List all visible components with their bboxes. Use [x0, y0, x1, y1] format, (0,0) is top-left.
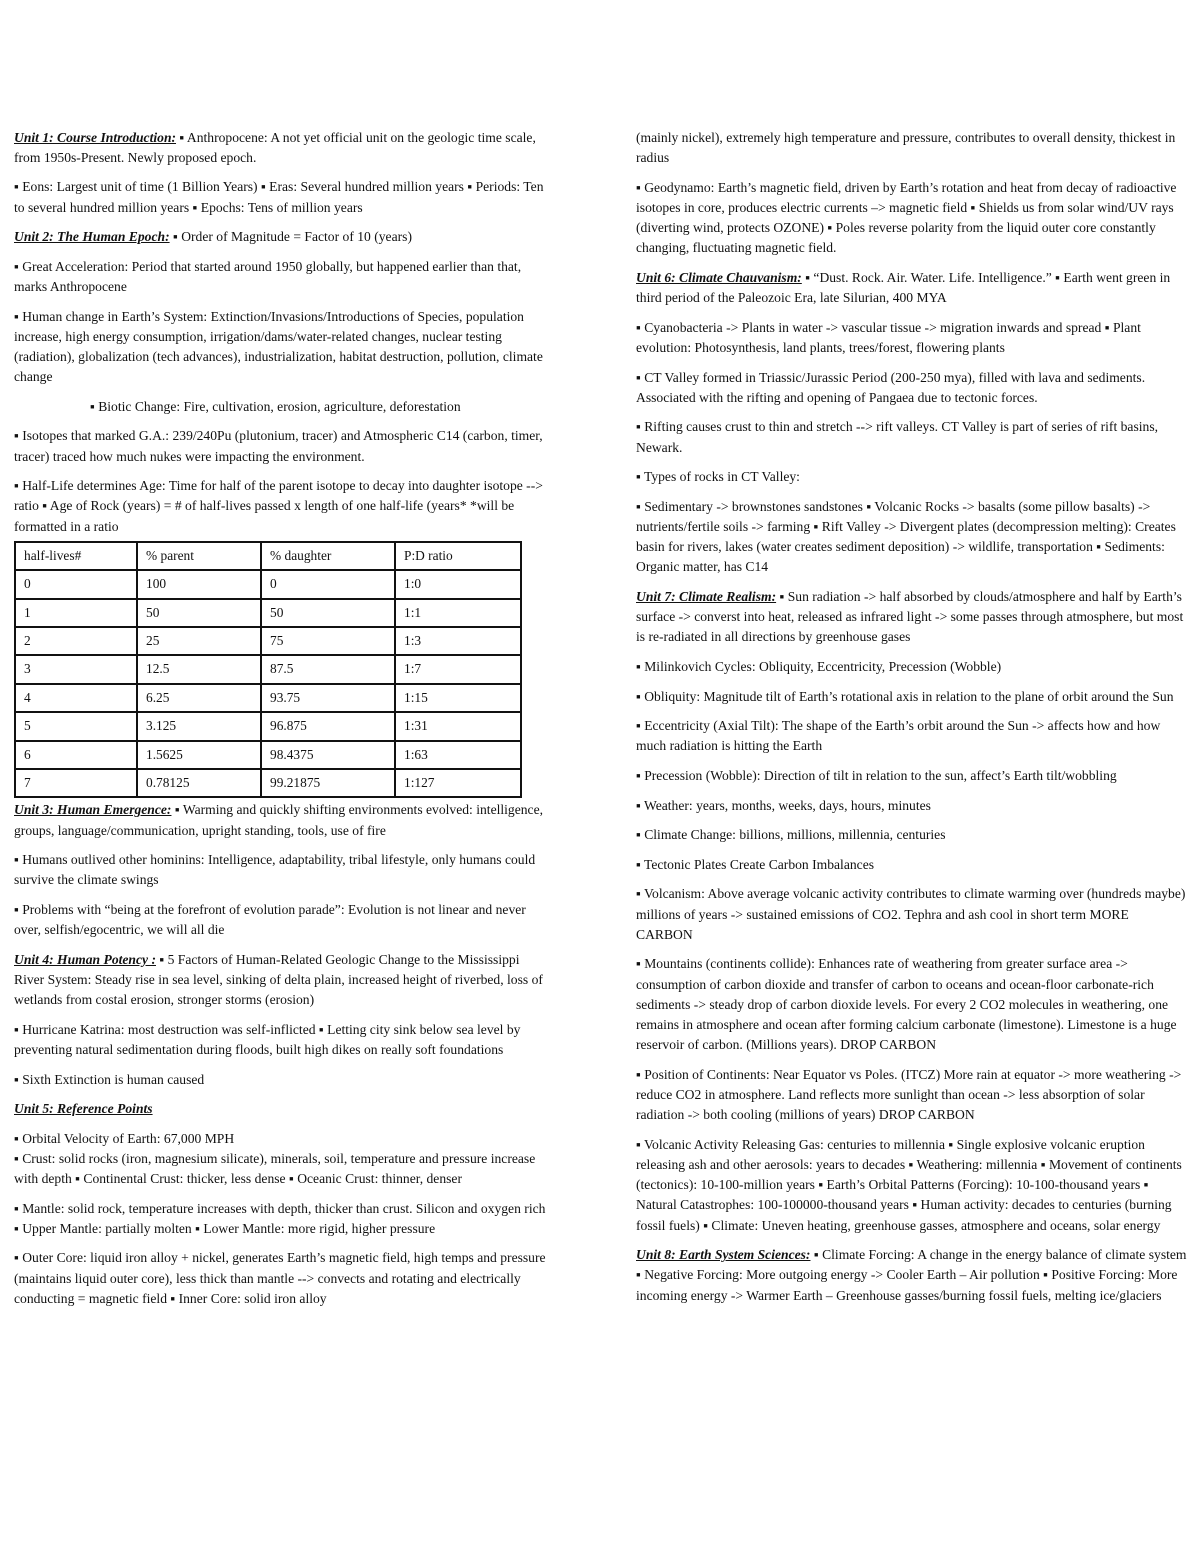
unit-5-heading: Unit 5: Reference Points	[14, 1101, 153, 1117]
table-cell: 0	[261, 570, 395, 598]
volcanic-gas-paragraph: ▪ Volcanic Activity Releasing Gas: centuries to millennia ▪ Single explosive volcanic eruption releasing ash and other aerosols: years to decades ▪ Weathering: millennia ▪ Movement of continents (tectonics): 10-100-million years ▪ Earth’s Orbital Patterns (Forcing): 10-100-thousand years ▪ Natural Catastrophes: 100-100000-thousand years ▪ Human activity: decades to centuries (burning fossil fuels) ▪ Climate: Uneven heating, greenhouse gasses, atmosphere and oceans, solar energy	[636, 1136, 1182, 1233]
table-cell: 4	[15, 684, 137, 712]
table-cell: 1:15	[395, 684, 521, 712]
table-cell: 1:31	[395, 712, 521, 740]
continents-position-paragraph: ▪ Position of Continents: Near Equator vs Poles. (ITCZ) More rain at equator -> more weathering -> reduce CO2 in atmosphere. Land reflects more sunlight than ocean -> less absorption of solar radiation -> both cooling (millions of years) DROP CARBON	[636, 1066, 1182, 1123]
unit-6-text: ▪ “Dust. Rock. Air. Water. Life. Intelligence.” ▪ Earth went green in third period of the Paleozoic Era, late Silurian, 400 MYA	[636, 270, 1171, 306]
unit-6-heading: Unit 6: Climate Chauvanism:	[636, 270, 802, 285]
unit-3-text: ▪ Warming and quickly shifting environments evolved: intelligence, groups, language/communication, upright standing, tools, use of fire	[14, 802, 544, 838]
katrina-paragraph: ▪ Hurricane Katrina: most destruction was self-inflicted ▪ Letting city sink below sea level by preventing natural sedimentation during floods, built high dikes on really soft foundations	[14, 1021, 521, 1057]
table-header-cell: P:D ratio	[395, 542, 521, 570]
table-header-cell: % parent	[137, 542, 261, 570]
table-cell: 12.5	[137, 655, 261, 683]
table-cell: 87.5	[261, 655, 395, 683]
table-cell: 1:3	[395, 627, 521, 655]
table-cell: 3	[15, 655, 137, 683]
table-row	[15, 627, 521, 655]
unit-4-text: ▪ 5 Factors of Human-Related Geologic Change to the Mississippi River System: Steady rise in sea level, sinking of delta plain, increased height of riverbed, loss of wetlands from costal erosion, stronger storms (erosion)	[14, 951, 543, 1008]
orbital-velocity-paragraph: ▪ Orbital Velocity of Earth: 67,000 MPH	[14, 1130, 235, 1146]
unit-8-heading: Unit 8: Earth System Sciences:	[636, 1247, 811, 1263]
half-life-paragraph: ▪ Half-Life determines Age: Time for half of the parent isotope to decay into daughter isotope --> ratio ▪ Age of Rock (years) = # of half-lives passed x length of one half-life (years* *will be formatted in a ratio	[14, 478, 543, 534]
unit-7-paragraph	[636, 587, 1188, 648]
table-cell: 98.4375	[261, 741, 395, 769]
table-row	[15, 741, 521, 769]
table-cell: 0.78125	[137, 769, 261, 797]
half-life-table	[14, 541, 522, 799]
unit-4-heading: Unit 4: Human Potency :	[14, 951, 156, 967]
tectonic-paragraph: ▪ Tectonic Plates Create Carbon Imbalances	[636, 856, 875, 872]
unit-7-heading: Unit 7: Climate Realism:	[636, 588, 777, 604]
rock-types-paragraph: ▪ Types of rocks in CT Valley:	[636, 469, 800, 485]
unit-1-paragraph	[14, 128, 552, 168]
sixth-extinction-paragraph: ▪ Sixth Extinction is human caused	[14, 1071, 205, 1087]
unit-2-text: ▪ Order of Magnitude = Factor of 10 (years)	[169, 229, 412, 245]
cyanobacteria-paragraph: ▪ Cyanobacteria -> Plants in water -> vascular tissue -> migration inwards and spread ▪ Plant evolution: Photosynthesis, land plants, trees/forest, flowering plants	[636, 319, 1141, 355]
table-cell: 1:1	[395, 599, 521, 627]
evolution-problems-paragraph: ▪ Problems with “being at the forefront of evolution parade”: Evolution is not linear and never over, selfish/egocentric, we will all die	[14, 901, 526, 938]
table-cell: 1.5625	[137, 741, 261, 769]
unit-8-text: ▪ Climate Forcing: A change in the energy balance of climate system ▪ Negative Forcing: More outgoing energy -> Cooler Earth – Air pollution ▪ Positive Forcing: More incoming energy -> Warmer Earth – Greenhouse gasses/burning fossil fuels, melting ice/glaciers	[636, 1247, 1187, 1303]
hominins-paragraph: ▪ Humans outlived other hominins: Intelligence, adaptability, tribal lifestyle, only humans could survive the climate swings	[14, 852, 536, 888]
table-row	[15, 769, 521, 797]
human-change-paragraph: ▪ Human change in Earth’s System: Extinction/Invasions/Introductions of Species, population increase, high energy consumption, irrigation/dams/water-related changes, nuclear testing (radiation), globalization (tech advances), industrialization, habitat destruction, pollution, climate change	[14, 308, 543, 385]
table-row	[15, 712, 521, 740]
table-row	[15, 684, 521, 712]
table-row	[15, 655, 521, 683]
unit-1-heading: Unit 1: Course Introduction:	[14, 130, 177, 145]
ct-valley-paragraph: ▪ CT Valley formed in Triassic/Jurassic Period (200-250 mya), filled with lava and sediments. Associated with the rifting and opening of Pangaea due to tectonic forces.	[636, 369, 1146, 405]
climate-change-paragraph: ▪ Climate Change: billions, millions, millennia, centuries	[636, 827, 946, 843]
rifting-paragraph: ▪ Rifting causes crust to thin and stretch --> rift valleys. CT Valley is part of series of rift basins, Newark.	[636, 419, 1159, 455]
table-cell: 1:0	[395, 570, 521, 598]
table-cell: 96.875	[261, 712, 395, 740]
milankovich-paragraph: ▪ Milinkovich Cycles: Obliquity, Eccentricity, Precession (Wobble)	[636, 658, 1002, 674]
table-row	[15, 599, 521, 627]
isotopes-paragraph: ▪ Isotopes that marked G.A.: 239/240Pu (plutonium, tracer) and Atmospheric C14 (carbon, timer, tracer) traced how much nukes were impacting the environment.	[14, 428, 543, 464]
table-cell: 25	[137, 627, 261, 655]
left-column	[14, 128, 552, 1318]
unit-6-paragraph	[636, 268, 1188, 308]
right-column	[636, 128, 1188, 1315]
unit-8-paragraph	[636, 1245, 1188, 1306]
sedimentary-paragraph: ▪ Sedimentary -> brownstones sandstones ▪ Volcanic Rocks -> basalts (some pillow basalts) -> nutrients/fertile soils -> farming ▪ Rift Valley -> Divergent plates (decompression melting): Creates basin for rivers, lakes (water creates sediment deposition) -> wildlife, transportation ▪ Sediments: Organic matter, has C14	[636, 498, 1176, 575]
eons-paragraph: ▪ Eons: Largest unit of time (1 Billion Years) ▪ Eras: Several hundred million years ▪ Periods: Ten to several hundred million years ▪ Epochs: Tens of million years	[14, 179, 544, 215]
table-cell: 50	[137, 599, 261, 627]
table-cell: 100	[137, 570, 261, 598]
table-cell: 7	[15, 769, 137, 797]
table-cell: 1:63	[395, 741, 521, 769]
eccentricity-paragraph: ▪ Eccentricity (Axial Tilt): The shape of the Earth’s orbit around the Sun -> affects how and how much radiation is hitting the Earth	[636, 718, 1161, 754]
unit-5-paragraph	[14, 1099, 552, 1119]
unit-4-paragraph	[14, 950, 552, 1011]
unit-2-heading: Unit 2: The Human Epoch:	[14, 229, 170, 245]
table-header-cell: half-lives#	[15, 542, 137, 570]
table-cell: 3.125	[137, 712, 261, 740]
mantle-paragraph: ▪ Mantle: solid rock, temperature increases with depth, thicker than crust. Silicon and oxygen rich ▪ Upper Mantle: partially molten ▪ Lower Mantle: more rigid, higher pressure	[14, 1200, 546, 1236]
unit-2-paragraph	[14, 227, 552, 247]
table-cell: 6.25	[137, 684, 261, 712]
geodynamo-paragraph: ▪ Geodynamo: Earth’s magnetic field, driven by Earth’s rotation and heat from decay of radioactive isotopes in core, produces electric currents –> magnetic field ▪ Shields us from solar wind/UV rays (diverting wind, protects OZONE) ▪ Poles reverse polarity from the liquid outer core constantly changing, fluctuating magnetic field.	[636, 179, 1177, 256]
table-header-row	[15, 542, 521, 570]
great-acceleration-paragraph: ▪ Great Acceleration: Period that started around 1950 globally, but happened earlier than that, marks Anthropocene	[14, 258, 522, 294]
unit-3-heading: Unit 3: Human Emergence:	[14, 802, 172, 818]
table-cell: 75	[261, 627, 395, 655]
precession-paragraph: ▪ Precession (Wobble): Direction of tilt in relation to the sun, affect’s Earth tilt/wobbling	[636, 767, 1117, 783]
table-row	[15, 570, 521, 598]
volcanism-paragraph: ▪ Volcanism: Above average volcanic activity contributes to climate warming over (hundreds maybe) millions of years -> sustained emissions of CO2. Tephra and ash cool in short term MORE CARBON	[636, 886, 1186, 942]
table-header-cell: % daughter	[261, 542, 395, 570]
table-cell: 0	[15, 570, 137, 598]
core-paragraph: ▪ Outer Core: liquid iron alloy + nickel, generates Earth’s magnetic field, high temps and pressure (maintains liquid outer core), less thick than mantle --> convects and rotating and electrically conducting = magnetic field ▪ Inner Core: solid iron alloy	[14, 1250, 546, 1306]
table-cell: 99.21875	[261, 769, 395, 797]
table-cell: 1	[15, 599, 137, 627]
unit-1-text: ▪ Anthropocene: A not yet official unit on the geologic time scale, from 1950s-Present. Newly proposed epoch.	[14, 130, 536, 166]
unit-7-text: ▪ Sun radiation -> half absorbed by clouds/atmosphere and half by Earth’s surface -> converst into heat, released as infrared light -> some passes through atmosphere, but most is re-radiated in all directions by greenhouse gases	[636, 588, 1184, 645]
obliquity-paragraph: ▪ Obliquity: Magnitude tilt of Earth’s rotational axis in relation to the plane of orbit around the Sun	[636, 688, 1174, 704]
table-cell: 1:127	[395, 769, 521, 797]
weather-paragraph: ▪ Weather: years, months, weeks, days, hours, minutes	[636, 797, 931, 813]
unit-3-paragraph	[14, 800, 552, 840]
biotic-change-paragraph: ▪ Biotic Change: Fire, cultivation, erosion, agriculture, deforestation	[90, 398, 461, 414]
table-cell: 6	[15, 741, 137, 769]
table-cell: 5	[15, 712, 137, 740]
table-cell: 1:7	[395, 655, 521, 683]
crust-paragraph: ▪ Crust: solid rocks (iron, magnesium silicate), minerals, soil, temperature and pressure increase with depth ▪ Continental Crust: thicker, less dense ▪ Oceanic Crust: thinner, denser	[14, 1150, 536, 1187]
core-continued-paragraph: (mainly nickel), extremely high temperature and pressure, contributes to overall density, thickest in radius	[636, 130, 1176, 166]
table-cell: 2	[15, 627, 137, 655]
mountains-paragraph: ▪ Mountains (continents collide): Enhances rate of weathering from greater surface area -> consumption of carbon dioxide and transfer of carbon to oceans and ocean-floor carbonate-rich sediments -> steady drop of carbon dioxide levels. For every 2 CO2 molecules in weathering, one remains in atmosphere and ocean after forming calcium carbonate (limestone). Limestone is a huge reservoir of carbon. (Millions years). DROP CARBON	[636, 956, 1177, 1053]
table-cell: 50	[261, 599, 395, 627]
table-cell: 93.75	[261, 684, 395, 712]
